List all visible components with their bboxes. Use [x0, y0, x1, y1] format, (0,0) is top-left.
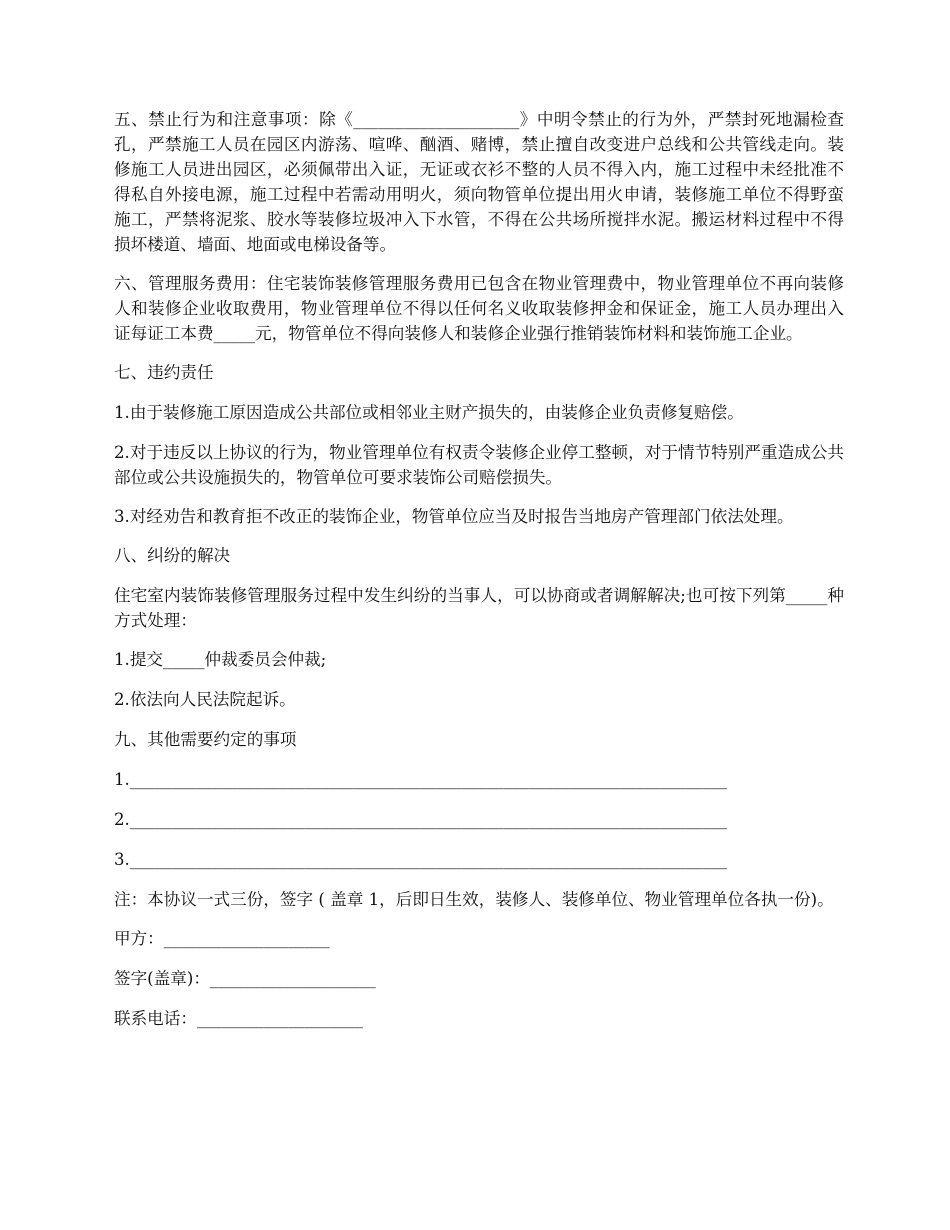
- section-8-body: 住宅室内装饰装修管理服务过程中发生纠纷的当事人，可以协商或者调解解决;也可按下列第_____种方式处理：: [114, 586, 844, 630]
- section-8-item-1: 1.提交_____仲裁委员会仲裁;: [114, 650, 327, 669]
- section-7-item-2: 2.对于违反以上协议的行为，物业管理单位有权责令装修企业停工整顿，对于情节特别严重造成公共部位或公共设施损失的，物管单位可要求装饰公司赔偿损失。: [114, 443, 844, 487]
- section-9-item-3: 3.________________________________________________________________________: [114, 850, 728, 869]
- party-a-line: 甲方：____________________: [114, 929, 330, 948]
- section-9-heading: 九、其他需要约定的事项: [114, 730, 297, 749]
- section-8-heading: 八、纠纷的解决: [114, 546, 231, 565]
- note-paragraph: 注：本协议一式三份，签字 ( 盖章 1，后即日生效，装修人、装修单位、物业管理单位各执一份)。: [114, 890, 834, 909]
- signature-line: 签字(盖章)：____________________: [114, 969, 376, 988]
- section-5-paragraph: 五、禁止行为和注意事项：除《____________________》中明令禁止的行为外，严禁封死地漏检查孔，严禁施工人员在园区内游荡、喧哗、酗酒、赌博，禁止擅自改变进户总线和公共管线走向。装修施工人员进出园区，必须佩带出入证，无证或衣衫不整的人员不得入内，施工过程中未经批准不得私自外接电源，施工过程中若需动用明火，须向物管单位提出用火申请，装修施工单位不得野蛮施工，严禁将泥浆、胶水等装修垃圾冲入下水管，不得在公共场所搅拌水泥。搬运材料过程中不得损坏楼道、墙面、地面或电梯设备等。: [114, 110, 844, 254]
- section-9-item-1: 1.________________________________________________________________________: [114, 770, 728, 789]
- section-7-item-3: 3.对经劝告和教育拒不改正的装饰企业，物管单位应当及时报告当地房产管理部门依法处理。: [114, 507, 794, 526]
- section-6-paragraph: 六、管理服务费用：住宅装饰装修管理服务费用已包含在物业管理费中，物业管理单位不再向装修人和装修企业收取费用，物业管理单位不得以任何名义收取装修押金和保证金，施工人员办理出入证每证工本费_____元，物管单位不得向装修人和装修企业强行推销装饰材料和装饰施工企业。: [114, 274, 844, 343]
- document-page: [114, 107, 844, 1046]
- section-7-item-1: 1.由于装修施工原因造成公共部位或相邻业主财产损失的，由装修企业负责修复赔偿。: [114, 403, 744, 422]
- section-8-item-2: 2.依法向人民法院起诉。: [114, 690, 296, 709]
- section-7-heading: 七、违约责任: [114, 363, 214, 382]
- phone-line: 联系电话：____________________: [114, 1009, 363, 1028]
- section-9-item-2: 2.________________________________________________________________________: [114, 810, 728, 829]
